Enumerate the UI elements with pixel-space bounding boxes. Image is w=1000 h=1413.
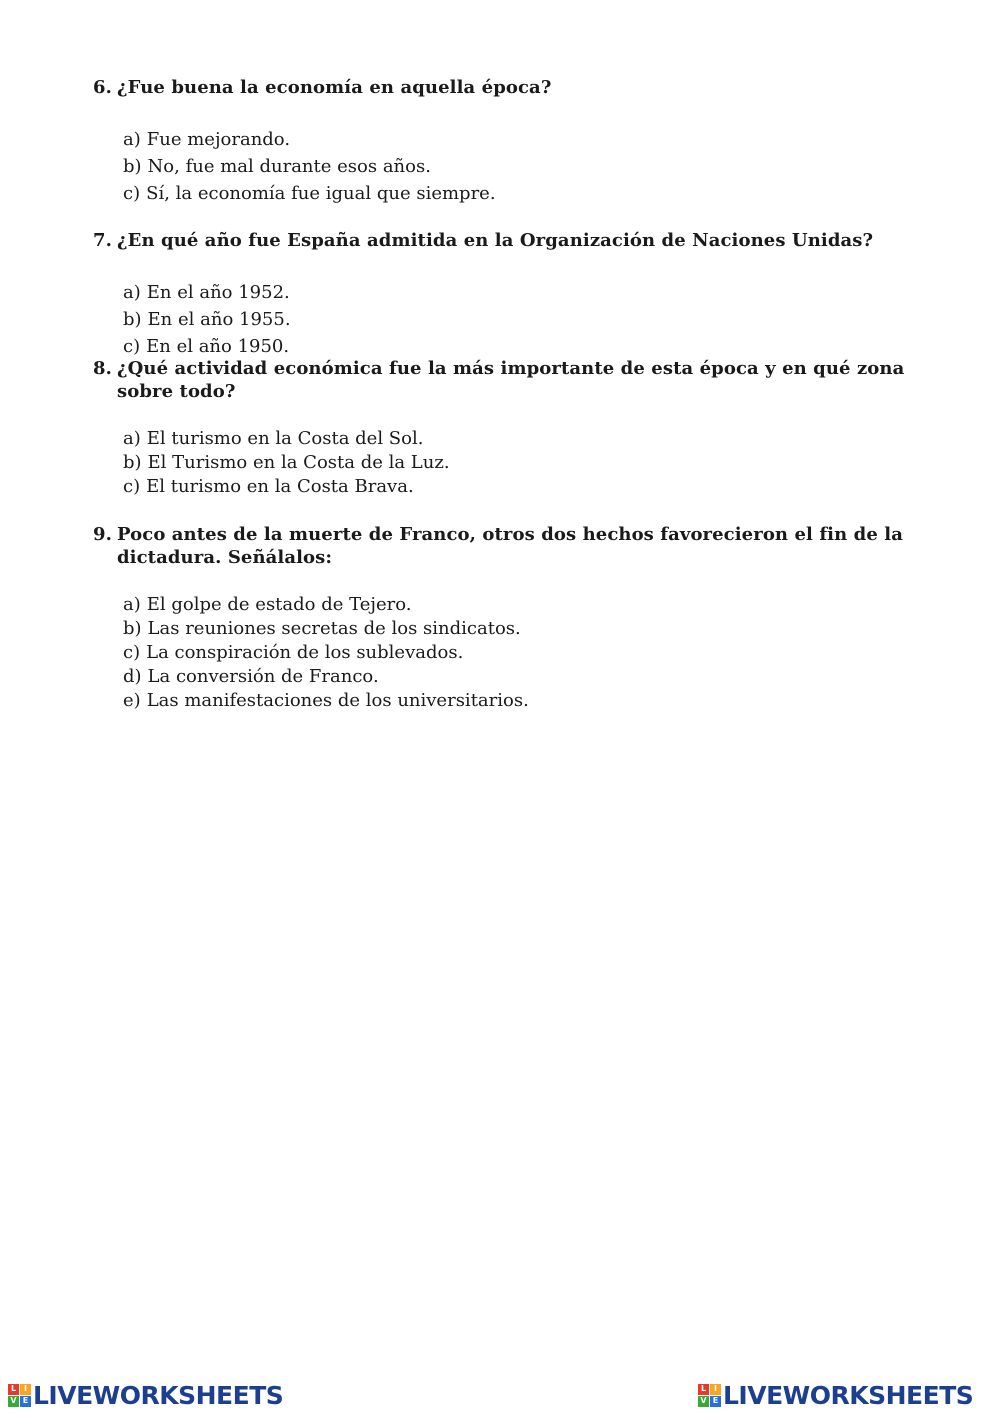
question-number: 7. (93, 230, 112, 251)
option-8a[interactable] (123, 427, 450, 451)
option-letter: a) (123, 129, 141, 150)
option-letter: c) (123, 336, 141, 357)
option-text: En el año 1955. (147, 309, 291, 330)
logo-cell: V (8, 1396, 19, 1407)
option-text: Sí, la economía fue igual que siempre. (146, 183, 496, 204)
option-text: La conspiración de los sublevados. (146, 642, 464, 663)
liveworksheets-wordmark: LIVEWORKSHEETS (723, 1380, 974, 1410)
option-text: Las manifestaciones de los universitarios. (146, 690, 529, 711)
option-9c[interactable] (123, 641, 529, 665)
option-8c[interactable] (123, 475, 450, 499)
question-text: Poco antes de la muerte de Franco, otros dos hechos favorecieron el fin de la dictadura. Señálalos: (117, 524, 903, 568)
option-letter: b) (123, 618, 142, 639)
liveworksheets-logo-right (698, 1380, 973, 1410)
logo-cell: L (8, 1384, 19, 1395)
liveworksheets-mark-icon (8, 1384, 31, 1407)
option-letter: c) (123, 183, 141, 204)
option-text: En el año 1950. (146, 336, 290, 357)
option-text: Fue mejorando. (146, 129, 291, 150)
option-6c[interactable] (123, 180, 496, 207)
question-text: ¿En qué año fue España admitida en la Organización de Naciones Unidas? (117, 230, 874, 251)
question-7 (93, 229, 943, 252)
logo-cell: L (698, 1384, 709, 1395)
option-text: El turismo en la Costa del Sol. (146, 428, 424, 449)
question-text: ¿Qué actividad económica fue la más importante de esta época y en qué zona sobre todo? (117, 358, 905, 402)
option-text: En el año 1952. (146, 282, 290, 303)
question-7-options (123, 279, 291, 360)
option-9b[interactable] (123, 617, 529, 641)
question-number: 8. (93, 358, 112, 379)
liveworksheets-wordmark: LIVEWORKSHEETS (33, 1380, 284, 1410)
option-text: El Turismo en la Costa de la Luz. (147, 452, 450, 473)
question-number: 6. (93, 77, 112, 98)
option-8b[interactable] (123, 451, 450, 475)
logo-cell: V (698, 1396, 709, 1407)
option-text: Las reuniones secretas de los sindicatos. (147, 618, 521, 639)
option-letter: c) (123, 642, 141, 663)
option-letter: b) (123, 309, 142, 330)
option-9d[interactable] (123, 665, 529, 689)
logo-cell: I (710, 1384, 721, 1395)
option-letter: a) (123, 282, 141, 303)
option-letter: c) (123, 476, 141, 497)
option-letter: a) (123, 428, 141, 449)
question-6-options (123, 126, 496, 207)
question-number: 9. (93, 524, 112, 545)
option-letter: a) (123, 594, 141, 615)
option-letter: b) (123, 156, 142, 177)
option-text: La conversión de Franco. (147, 666, 379, 687)
question-8-options (123, 427, 450, 499)
option-6b[interactable] (123, 153, 496, 180)
liveworksheets-logo-left (8, 1380, 283, 1410)
logo-cell: E (710, 1396, 721, 1407)
option-letter: b) (123, 452, 142, 473)
option-7c[interactable] (123, 333, 291, 360)
logo-cell: E (20, 1396, 31, 1407)
option-9e[interactable] (123, 689, 529, 713)
question-9-options (123, 593, 529, 713)
option-text: El golpe de estado de Tejero. (146, 594, 412, 615)
question-8 (93, 357, 943, 403)
question-text: ¿Fue buena la economía en aquella época? (117, 77, 552, 98)
option-6a[interactable] (123, 126, 496, 153)
option-7b[interactable] (123, 306, 291, 333)
option-7a[interactable] (123, 279, 291, 306)
question-9 (93, 523, 943, 569)
option-text: El turismo en la Costa Brava. (146, 476, 414, 497)
option-9a[interactable] (123, 593, 529, 617)
liveworksheets-mark-icon (698, 1384, 721, 1407)
option-letter: d) (123, 666, 142, 687)
logo-cell: I (20, 1384, 31, 1395)
question-6 (93, 76, 943, 99)
option-letter: e) (123, 690, 141, 711)
option-text: No, fue mal durante esos años. (147, 156, 431, 177)
